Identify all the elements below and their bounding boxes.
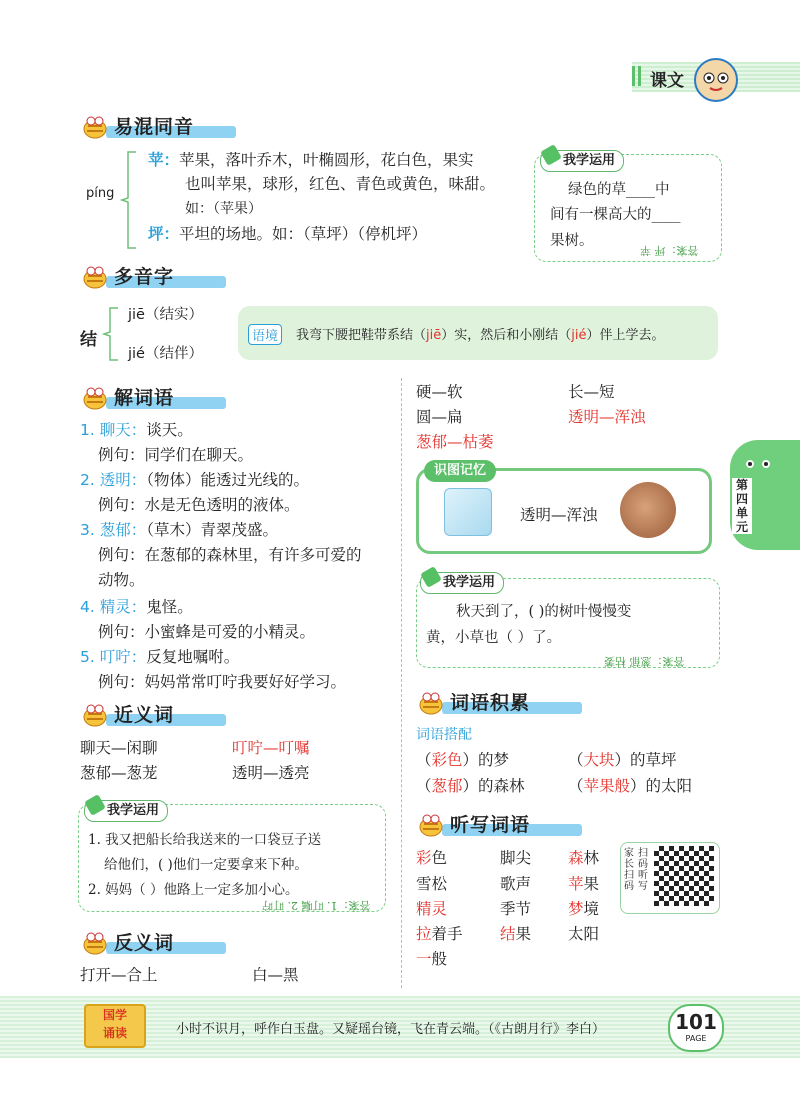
dictation-word: 结果 [500,925,532,943]
synonym-pair: 透明—透亮 [232,764,310,782]
memory-label: 识图记忆 [424,460,496,482]
practice3-answer: 答案：葱郁 枯萎 [604,655,685,668]
practice-label-2: 我学运用 [84,800,168,822]
dictation-word: 太阳 [568,925,600,943]
context-tag: 语境 [248,324,282,345]
ping1-line1: 苹果，落叶乔木，叶椭圆形，花白色，果实 [179,151,474,169]
dictation-word: 森林 [568,849,600,867]
ping2-char: 坪： [148,224,180,243]
antonym-pair: 长—短 [568,383,615,401]
explain-example-4: 例句：小蜜蜂是可爱的小精灵。 [98,623,316,641]
section-title: 近义词 [114,704,175,726]
section-heading-explain [80,383,230,411]
bee-icon [80,928,110,956]
explain-item-2: 2. 透明：（物体）能透过光线的。 [80,471,309,489]
practice1-line2: 间有一棵高大的____ [550,207,681,223]
memory-caption: 透明—浑浊 [520,506,598,524]
dictation-word: 歌声 [500,875,532,893]
collocation: （苹果般）的太阳 [568,777,693,795]
antonym-pair: 透明—浑浊 [568,408,646,426]
dictation-word: 脚尖 [500,849,532,867]
ping2-line: 平坦的场地。如：（草坪）（停机坪） [179,225,428,243]
antonym-pair: 打开—合上 [80,966,158,984]
ice-cube-image [444,488,492,536]
page-header-title: 课文 [650,71,684,91]
muddy-water-image [620,482,676,538]
explain-example-3b: 动物。 [98,571,145,589]
practice2-line3: 2. 妈妈（ ）他路上一定多加小心。 [88,882,299,898]
confusable-ping2 [148,222,427,244]
dictation-word: 一般 [416,950,448,968]
pinyin-ping: píng [86,186,115,201]
qr-label-2: 家长扫码 [624,848,634,892]
explain-item-4: 4. 精灵：鬼怪。 [80,598,193,616]
polyphone-reading-1: jiē（结实） [128,307,203,323]
bee-icon [416,688,446,716]
section-heading-synonyms [80,700,230,728]
section-title: 多音字 [114,266,175,288]
synonym-pair: 葱郁—葱茏 [80,764,158,782]
explain-item-1: 1. 聊天：谈天。 [80,421,193,439]
dictation-word: 梦境 [568,900,600,918]
context-sentence: 我弯下腰把鞋带系结（jiē）实，然后和小刚结（jié）伴上学去。 [296,328,665,343]
bee-icon [80,700,110,728]
unit-label: 第 四 单 元 [732,478,752,534]
column-divider [401,378,402,988]
practice3-line1: 秋天到了，( )的树叶慢慢变 [456,604,632,620]
section-heading-polyphone [80,262,230,290]
section-title: 词语积累 [450,692,531,714]
collocation: （葱郁）的森林 [416,777,525,795]
explain-example-2: 例句：水是无色透明的液体。 [98,496,300,514]
unit-side-tab [730,440,800,550]
practice-label-1: 我学运用 [540,150,624,172]
bunny-ears-icon [736,450,786,474]
synonym-pair: 聊天—闲聊 [80,739,158,757]
section-heading-dictation [416,810,586,838]
ping1-line3: 如：（苹果） [185,201,262,217]
mascot-icon [694,58,738,102]
section-heading-accumulate [416,688,586,716]
polyphone-char: 结 [80,330,97,350]
synonym-pair: 叮咛—叮嘱 [232,739,310,757]
ping1-line2: 也叫苹果，球形，红色、青色或黄色，味甜。 [185,175,496,193]
antonym-pair: 圆—扁 [416,408,463,426]
footer-poem: 小时不识月，呼作白玉盘。又疑瑶台镜，飞在青云端。（《古朗月行》李白） [176,1022,606,1037]
bee-icon [416,810,446,838]
dictation-word: 拉着手 [416,925,463,943]
section-heading-confusable [80,112,240,140]
section-title: 易混同音 [114,116,195,138]
pencil-icon [540,144,562,166]
practice-label-3: 我学运用 [420,572,504,594]
section-title: 反义词 [114,932,175,954]
explain-item-5: 5. 叮咛：反复地嘱咐。 [80,648,240,666]
confusable-ping1 [148,148,474,170]
dictation-word: 苹果 [568,875,600,893]
dictation-word: 雪松 [416,875,448,893]
practice2-line2: 给他们，( )他们一定要拿来下种。 [104,857,308,873]
header-bars [632,66,644,90]
ping1-char: 苹： [148,150,180,169]
practice3-line2: 黄，小草也（ ）了。 [426,630,562,646]
page-label: PAGE [685,1034,707,1043]
polyphone-reading-2: jié（结伴） [128,346,203,362]
dictation-word: 精灵 [416,900,448,918]
qr-label-1: 扫码听写 [638,848,648,892]
explain-item-3: 3. 葱郁：（草木）青翠茂盛。 [80,521,278,539]
practice1-answer: 答案：坪 苹 [640,244,699,257]
dictation-word: 季节 [500,900,532,918]
page-number: 101 [675,1010,717,1034]
brace-icon [100,306,120,362]
practice2-line1: 1. 我又把船长给我送来的一口袋豆子送 [88,832,322,848]
footer-badge: 国学 诵读 [84,1004,146,1048]
explain-example-3a: 例句：在葱郁的森林里，有许多可爱的 [98,546,362,564]
section-title: 解词语 [114,387,175,409]
section-title: 听写词语 [450,814,531,836]
practice1-line3: 果树。 [550,233,594,249]
pencil-icon [420,566,442,588]
bee-icon [80,112,110,140]
section-heading-antonyms [80,928,230,956]
explain-example-5: 例句：妈妈常常叮咛我要好好学习。 [98,673,347,691]
explain-example-1: 例句：同学们在聊天。 [98,446,254,464]
antonym-pair: 硬—软 [416,383,463,401]
collocation: （大块）的草坪 [568,751,677,769]
accumulate-subtitle: 词语搭配 [416,727,472,743]
antonym-pair: 葱郁—枯萎 [416,433,494,451]
bee-icon [80,383,110,411]
antonym-pair: 白—黑 [252,966,299,984]
brace-icon [118,150,138,250]
collocation: （彩色）的梦 [416,751,510,769]
qr-code-image[interactable] [654,846,714,906]
page-number-badge [668,1004,724,1052]
practice1-line1: 绿色的草____中 [568,182,670,198]
practice2-answer: 答案：1. 叮嘱 2. 叮咛 [262,899,371,912]
bee-icon [80,262,110,290]
dictation-word: 彩色 [416,849,448,867]
pencil-icon [84,794,106,816]
